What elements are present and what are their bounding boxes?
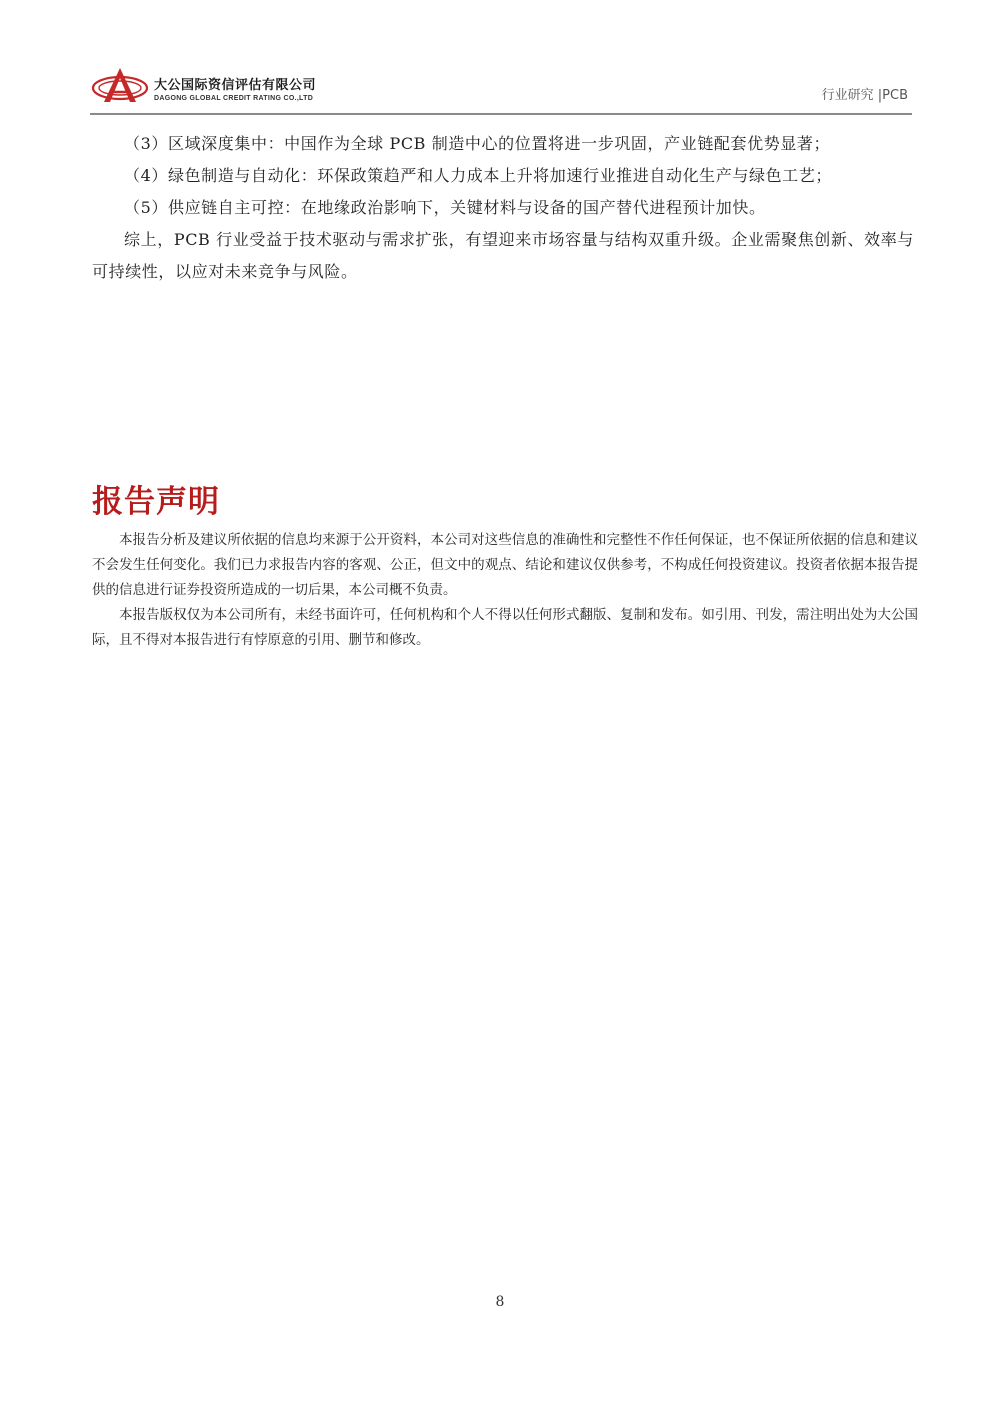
- paragraph: 综上，PCB 行业受益于技术驱动与需求扩张，有望迎来市场容量与结构双重升级。企业需聚焦创新、效率与可持续性，以应对未来竞争与风险。: [92, 230, 914, 281]
- disclaimer-title: 报告声明: [92, 484, 220, 520]
- company-name-en: DAGONG GLOBAL CREDIT RATING CO.,LTD: [154, 95, 314, 102]
- disclaimer-body: [92, 528, 918, 653]
- paragraph: （3）区域深度集中：中国作为全球 PCB 制造中心的位置将进一步巩固，产业链配套优势显著；: [124, 134, 831, 153]
- company-name-cn: 大公国际资信评估有限公司: [154, 78, 317, 93]
- page-number: 8: [495, 1294, 505, 1310]
- section-tag: 行业研究 |PCB: [821, 88, 908, 103]
- header-divider: [90, 113, 912, 115]
- page-header: [90, 62, 912, 114]
- disclaimer-paragraph: 本报告版权仅为本公司所有，未经书面许可，任何机构和个人不得以任何形式翻版、复制和发布。如引用、刊发，需注明出处为大公国际，且不得对本报告进行有悖原意的引用、删节和修改。: [92, 607, 918, 648]
- paragraph: （5）供应链自主可控：在地缘政治影响下，关键材料与设备的国产替代进程预计加快。: [124, 198, 766, 217]
- body-text: [92, 128, 914, 288]
- disclaimer-paragraph: 本报告分析及建议所依据的信息均来源于公开资料，本公司对这些信息的准确性和完整性不作任何保证，也不保证所依据的信息和建议不会发生任何变化。我们已力求报告内容的客观、公正，但文中的观点、结论和建议仅供参考，不构成任何投资建议。投资者依据本报告提供的信息进行证券投资所造成的一切后果，本公司概不负责。: [92, 532, 918, 598]
- company-name: [154, 74, 316, 102]
- paragraph: （4）绿色制造与自动化：环保政策趋严和人力成本上升将加速行业推进自动化生产与绿色工艺；: [124, 166, 832, 185]
- dagong-logo-icon: [90, 62, 150, 114]
